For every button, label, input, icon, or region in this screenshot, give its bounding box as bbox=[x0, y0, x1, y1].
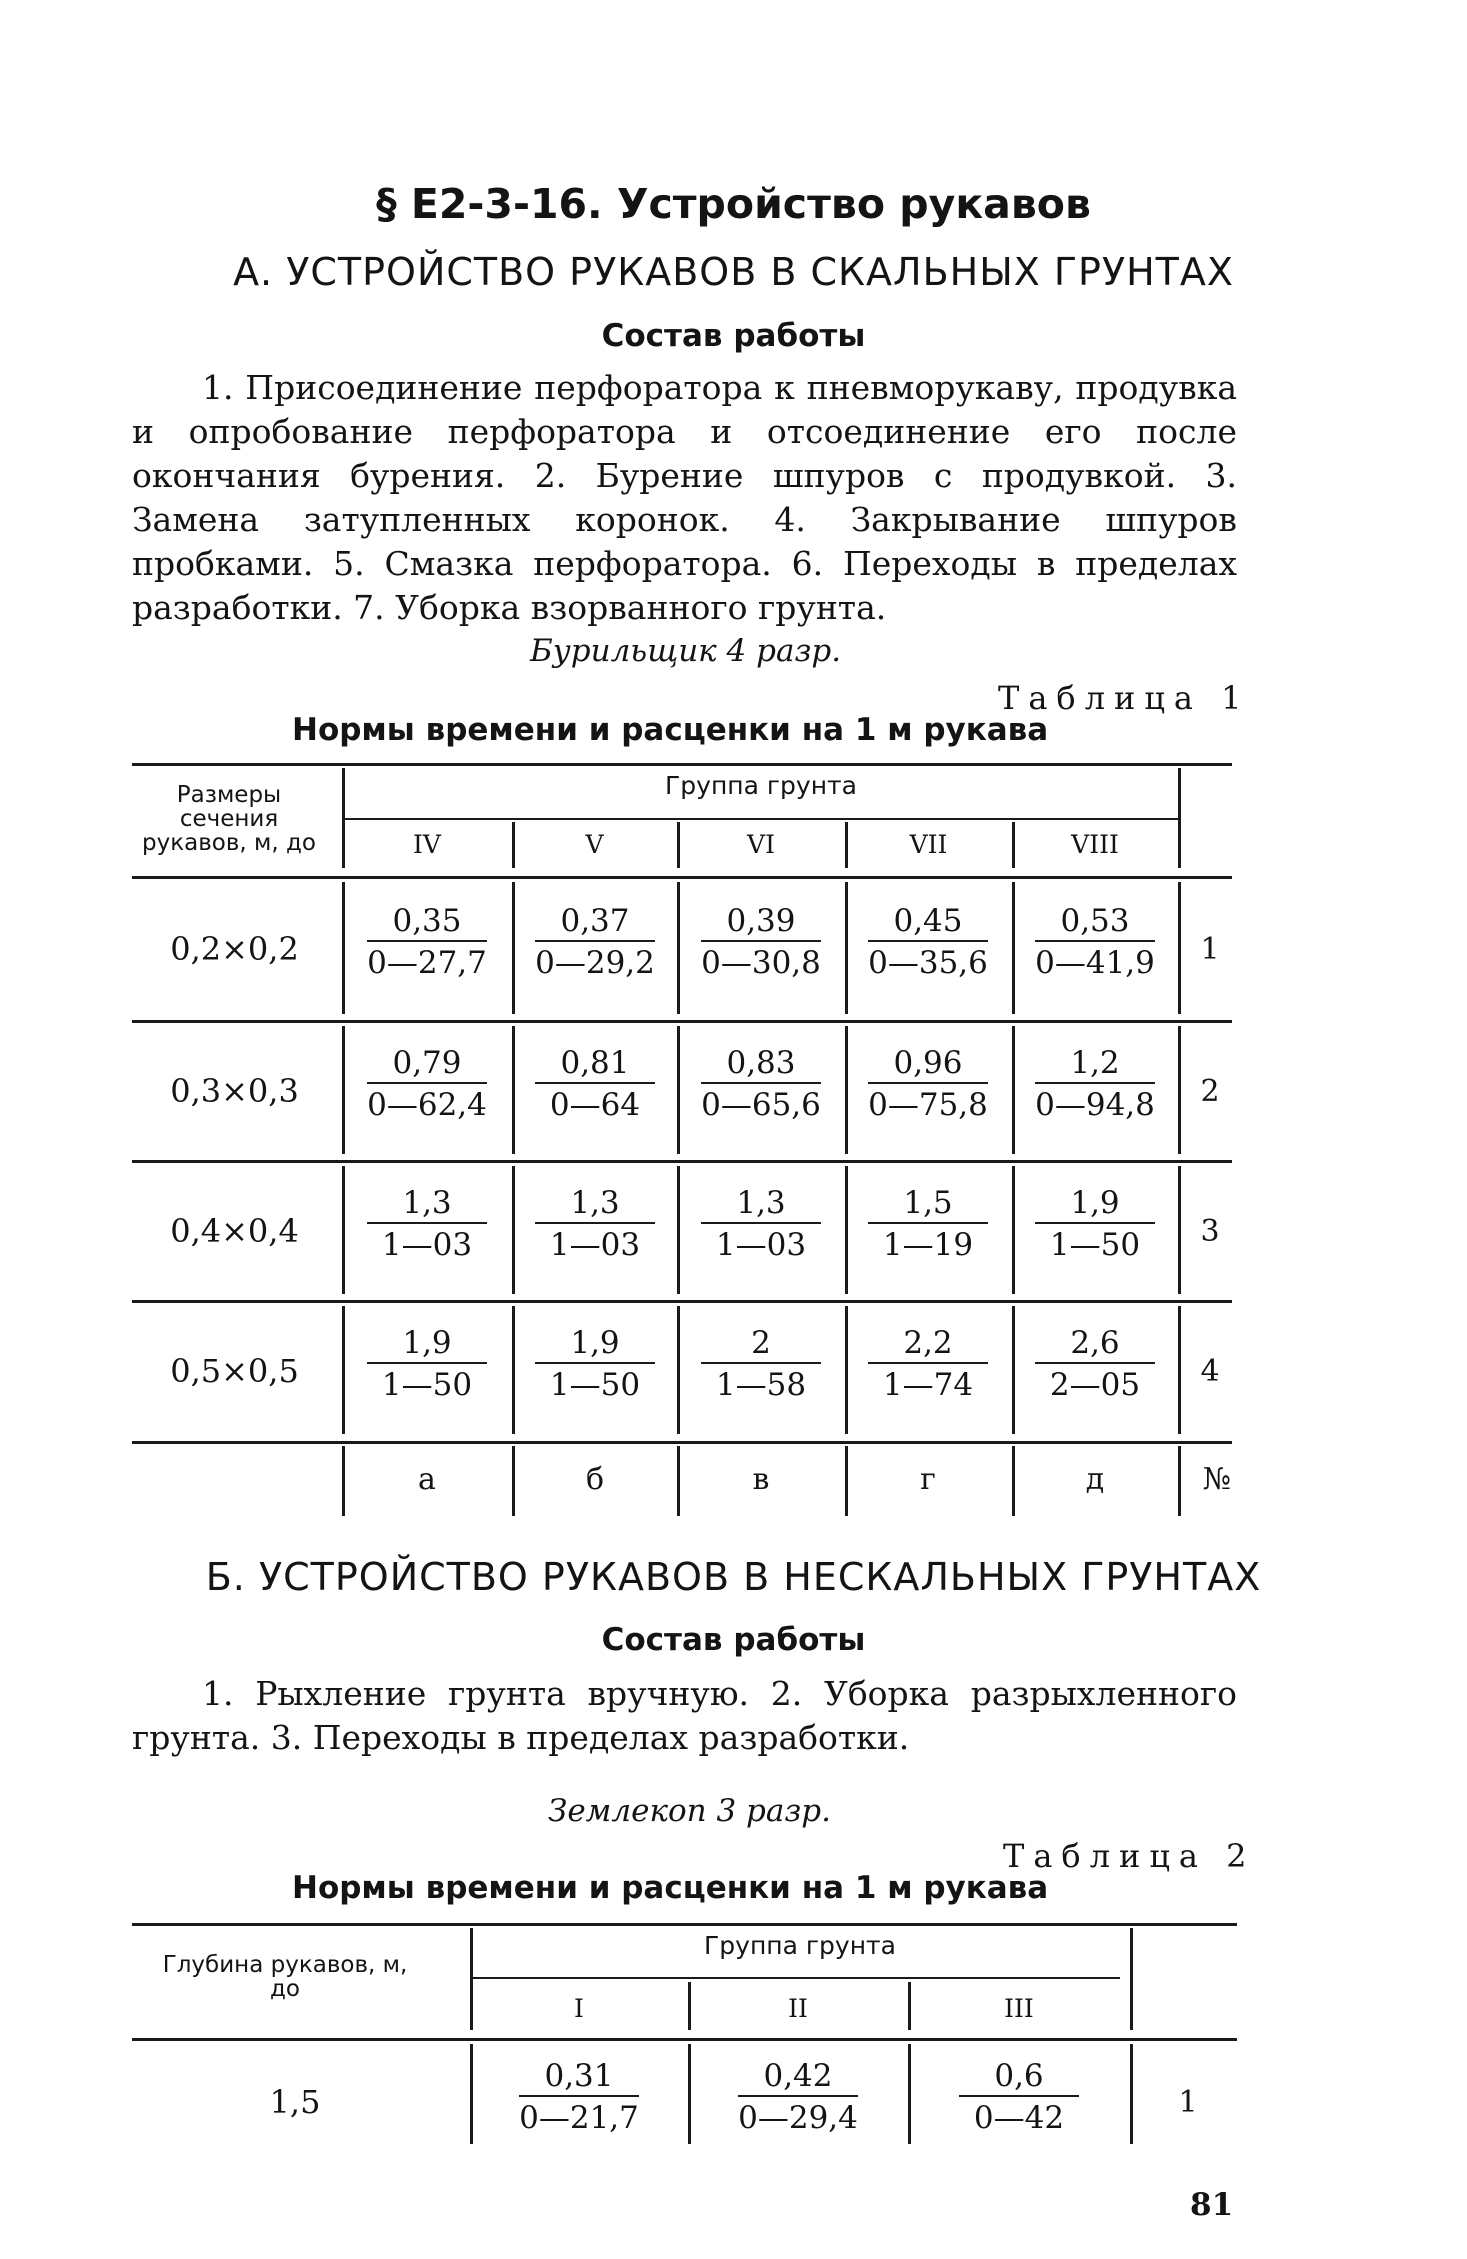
col-header: IV bbox=[413, 830, 441, 859]
column-letter: д bbox=[1085, 1462, 1105, 1497]
row-label: 0,2×0,2 bbox=[170, 930, 299, 968]
column-letter: а bbox=[418, 1462, 436, 1497]
section-b-heading: Б. УСТРОЙСТВО РУКАВОВ В НЕСКАЛЬНЫХ ГРУНТАХ bbox=[205, 1555, 1262, 1599]
page-number: 81 bbox=[1190, 2187, 1234, 2223]
table-2-group-header: Группа грунта bbox=[704, 1931, 896, 1960]
table-cell: $\frac{0,79}{0—62,4}$ bbox=[367, 1045, 487, 1123]
table-cell: $\frac{1,5}{1—19}$ bbox=[868, 1184, 988, 1264]
col-header: III bbox=[1004, 1994, 1034, 2023]
table-1-group-header: Группа грунта bbox=[665, 771, 857, 800]
col-header: VI bbox=[747, 830, 775, 859]
table-cell: $\frac{1,2}{0—94,8}$ bbox=[1035, 1045, 1155, 1123]
table-cell: $\frac{2}{1—58}$ bbox=[701, 1324, 821, 1404]
column-letter: в bbox=[752, 1462, 770, 1497]
table-cell: $\frac{2,6}{2—05}$ bbox=[1035, 1324, 1155, 1404]
table-cell: $\frac{1,9}{1—50}$ bbox=[367, 1324, 487, 1404]
section-b-work-heading: Состав работы bbox=[601, 1622, 866, 1658]
section-a-work-text: 1. Присоединение перфоратора к пневморукаву, продувка и опробование перфоратора и отсоединение его после окончания бурения. 2. Бурение шпуров с продувкой. 3. Замена затупленных коронок. 4. Закрывание шпуров пробками. 5. Смазка перфоратора. 6. Переходы в пределах разработки. 7. Уборка взорванного грунта. bbox=[132, 368, 1237, 627]
col-header: V bbox=[585, 830, 604, 859]
column-letter: г bbox=[920, 1462, 936, 1497]
table-cell: $\frac{1,3}{1—03}$ bbox=[367, 1184, 487, 1264]
table-cell: $\frac{0,83}{0—65,6}$ bbox=[701, 1045, 821, 1123]
table-cell: $\frac{0,42}{0—29,4}$ bbox=[738, 2058, 858, 2136]
section-b-worker: Землекоп 3 разр. bbox=[548, 1793, 831, 1829]
table-cell: $\frac{1,3}{1—03}$ bbox=[535, 1184, 655, 1264]
col-header: II bbox=[788, 1994, 808, 2023]
row-number: 4 bbox=[1200, 1354, 1220, 1389]
col-header: VIII bbox=[1071, 830, 1119, 859]
table-1-label: Таблица 1 bbox=[998, 679, 1251, 717]
table-cell: $\frac{1,9}{1—50}$ bbox=[535, 1324, 655, 1404]
section-a-heading: А. УСТРОЙСТВО РУКАВОВ В СКАЛЬНЫХ ГРУНТАХ bbox=[233, 250, 1234, 294]
row-number: 1 bbox=[1200, 932, 1220, 967]
table-cell: $\frac{0,81}{0—64}$ bbox=[535, 1044, 655, 1124]
page-title: § Е2-3-16. Устройство рукавов bbox=[376, 180, 1091, 228]
table-cell: $\frac{1,9}{1—50}$ bbox=[1035, 1184, 1155, 1264]
table-cell: $\frac{0,37}{0—29,2}$ bbox=[535, 903, 655, 981]
table-cell: $\frac{0,96}{0—75,8}$ bbox=[868, 1045, 988, 1123]
table-cell: $\frac{0,35}{0—27,7}$ bbox=[367, 903, 487, 981]
table-2-label: Таблица 2 bbox=[1003, 1837, 1256, 1875]
row-number: 2 bbox=[1200, 1074, 1220, 1109]
table-cell: $\frac{0,6}{0—42}$ bbox=[959, 2057, 1079, 2137]
row-number: 3 bbox=[1200, 1214, 1220, 1249]
row-number: 1 bbox=[1178, 2085, 1198, 2120]
section-b-work-text: 1. Рыхление грунта вручную. 2. Уборка разрыхленного грунта. 3. Переходы в пределах разработки. bbox=[132, 1674, 1237, 1757]
table-2-title: Нормы времени и расценки на 1 м рукава bbox=[292, 1870, 1049, 1906]
table-cell: $\frac{0,39}{0—30,8}$ bbox=[701, 903, 821, 981]
table-cell: $\frac{0,31}{0—21,7}$ bbox=[519, 2058, 639, 2136]
row-label: 0,4×0,4 bbox=[170, 1212, 299, 1250]
table-cell: $\frac{1,3}{1—03}$ bbox=[701, 1184, 821, 1264]
table-cell: $\frac{0,53}{0—41,9}$ bbox=[1035, 903, 1155, 981]
col-header: VII bbox=[909, 830, 948, 859]
col-header: I bbox=[574, 1994, 584, 2023]
table-1-title: Нормы времени и расценки на 1 м рукава bbox=[292, 712, 1049, 748]
table-cell: $\frac{2,2}{1—74}$ bbox=[868, 1324, 988, 1404]
row-label: 0,3×0,3 bbox=[170, 1072, 299, 1110]
section-a-worker: Бурильщик 4 разр. bbox=[530, 633, 842, 669]
number-symbol: № bbox=[1202, 1462, 1232, 1497]
table-2-row-header: Глубина рукавов, м, до bbox=[162, 1952, 408, 2002]
column-letter: б bbox=[585, 1462, 605, 1497]
row-label: 0,5×0,5 bbox=[170, 1352, 299, 1390]
table-cell: $\frac{0,45}{0—35,6}$ bbox=[868, 903, 988, 981]
table-1-row-header: Размеры сечения рукавов, м, до bbox=[142, 782, 316, 856]
row-label: 1,5 bbox=[269, 2083, 321, 2121]
section-a-work-heading: Состав работы bbox=[601, 318, 866, 354]
